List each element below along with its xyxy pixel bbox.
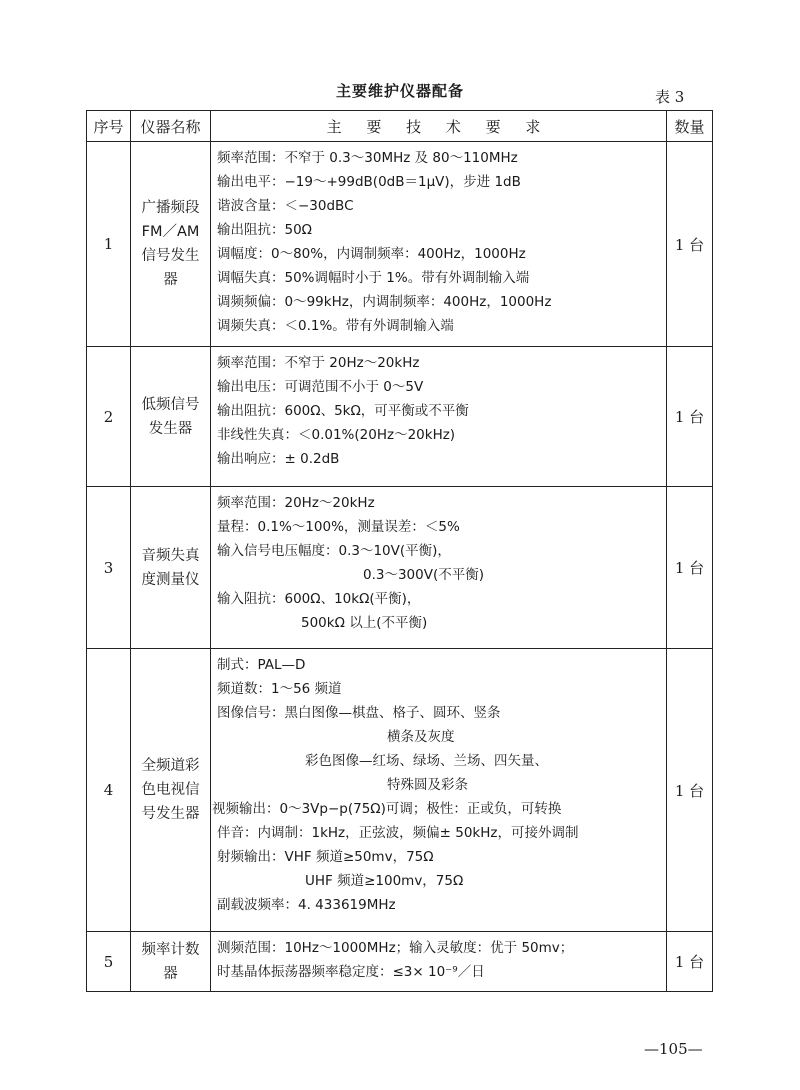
table-row	[87, 649, 713, 932]
requirement-line: 制式：PAL—D	[217, 657, 306, 673]
requirement-line: 0.3～300V(不平衡)	[363, 567, 485, 583]
quantity: 1 台	[667, 487, 713, 649]
quantity: 1 台	[667, 649, 713, 932]
requirement-line: 调幅度：0～80%，内调制频率：400Hz，1000Hz	[217, 246, 526, 262]
requirements-cell	[211, 142, 667, 347]
requirement-line: 射频输出：VHF 频道≥50mv，75Ω	[217, 849, 434, 865]
equipment-table	[86, 110, 713, 992]
row-number: 5	[87, 932, 131, 992]
header-no: 序号	[87, 111, 131, 142]
requirement-line: 视频输出：0～3Vp−p(75Ω)可调；极性：正或负，可转换	[212, 801, 562, 817]
requirements-cell	[211, 649, 667, 932]
page-title: 主要维护仪器配备	[335, 82, 464, 100]
table-row	[87, 932, 713, 992]
table-header-row	[87, 111, 713, 142]
table-row	[87, 487, 713, 649]
requirement-line: 彩色图像—红场、绿场、兰场、四矢量、	[305, 753, 548, 769]
requirement-line: 特殊圆及彩条	[387, 777, 468, 793]
requirement-line: UHF 频道≥100mv，75Ω	[305, 873, 464, 889]
instrument-name: 频率计数器	[131, 932, 211, 992]
requirement-line: 输入阻抗：600Ω、10kΩ(平衡)，	[217, 591, 421, 607]
requirement-line: 横条及灰度	[387, 729, 455, 745]
table-row	[87, 347, 713, 487]
requirement-line: 输出阻抗：50Ω	[217, 222, 312, 238]
requirement-line: 频道数：1～56 频道	[217, 681, 342, 697]
requirement-line: 频率范围：不窄于 20Hz～20kHz	[217, 355, 420, 371]
requirement-line: 500kΩ 以上(不平衡)	[301, 615, 428, 631]
header-requirements: 主 要 技 术 要 求	[211, 111, 667, 142]
requirement-line: 非线性失真：＜0.01%(20Hz～20kHz)	[217, 427, 456, 443]
requirement-line: 输出电平：−19～+99dB(0dB＝1μV)，步进 1dB	[217, 174, 521, 190]
requirement-line: 调频频偏：0～99kHz，内调制频率：400Hz，1000Hz	[217, 294, 552, 310]
requirements-cell	[211, 347, 667, 487]
quantity: 1 台	[667, 932, 713, 992]
requirement-line: 输出阻抗：600Ω、5kΩ，可平衡或不平衡	[217, 403, 469, 419]
requirement-line: 伴音：内调制：1kHz，正弦波，频偏± 50kHz，可接外调制	[217, 825, 579, 841]
requirement-line: 量程：0.1%～100%，测量误差：＜5%	[217, 519, 460, 535]
requirement-line: 输出响应：± 0.2dB	[217, 451, 340, 467]
requirement-line: 测频范围：10Hz～1000MHz；输入灵敏度：优于 50mv；	[217, 940, 574, 956]
header-name: 仪器名称	[131, 111, 211, 142]
table-row	[87, 142, 713, 347]
row-number: 2	[87, 347, 131, 487]
requirement-line: 输入信号电压幅度：0.3～10V(平衡)，	[217, 543, 451, 559]
requirement-line: 调频失真：＜0.1%。带有外调制输入端	[217, 318, 454, 334]
requirement-line: 调幅失真：50%调幅时小于 1%。带有外调制输入端	[217, 270, 530, 286]
requirements-cell	[211, 932, 667, 992]
header-quantity: 数量	[667, 111, 713, 142]
requirements-cell	[211, 487, 667, 649]
instrument-name: 低频信号发生器	[131, 347, 211, 487]
requirement-line: 图像信号：黑白图像—棋盘、格子、圆环、竖条	[217, 705, 501, 721]
requirement-line: 频率范围：不窄于 0.3～30MHz 及 80～110MHz	[217, 150, 518, 166]
instrument-name: 音频失真度测量仪	[131, 487, 211, 649]
row-number: 1	[87, 142, 131, 347]
requirement-line: 频率范围：20Hz～20kHz	[217, 495, 375, 511]
requirement-line: 副载波频率：4. 433619MHz	[217, 897, 396, 913]
instrument-name: 全频道彩色电视信号发生器	[131, 649, 211, 932]
quantity: 1 台	[667, 142, 713, 347]
requirement-line: 时基晶体振荡器频率稳定度：≤3× 10⁻⁹／日	[217, 964, 485, 980]
quantity: 1 台	[667, 347, 713, 487]
instrument-name: 广播频段FM／AM信号发生器	[131, 142, 211, 347]
page-number: —105—	[644, 1040, 703, 1058]
requirement-line: 输出电压：可调范围不小于 0～5V	[217, 379, 424, 395]
table-number: 表 3	[655, 88, 685, 106]
requirement-line: 谐波含量：＜−30dBC	[217, 198, 354, 214]
row-number: 3	[87, 487, 131, 649]
row-number: 4	[87, 649, 131, 932]
